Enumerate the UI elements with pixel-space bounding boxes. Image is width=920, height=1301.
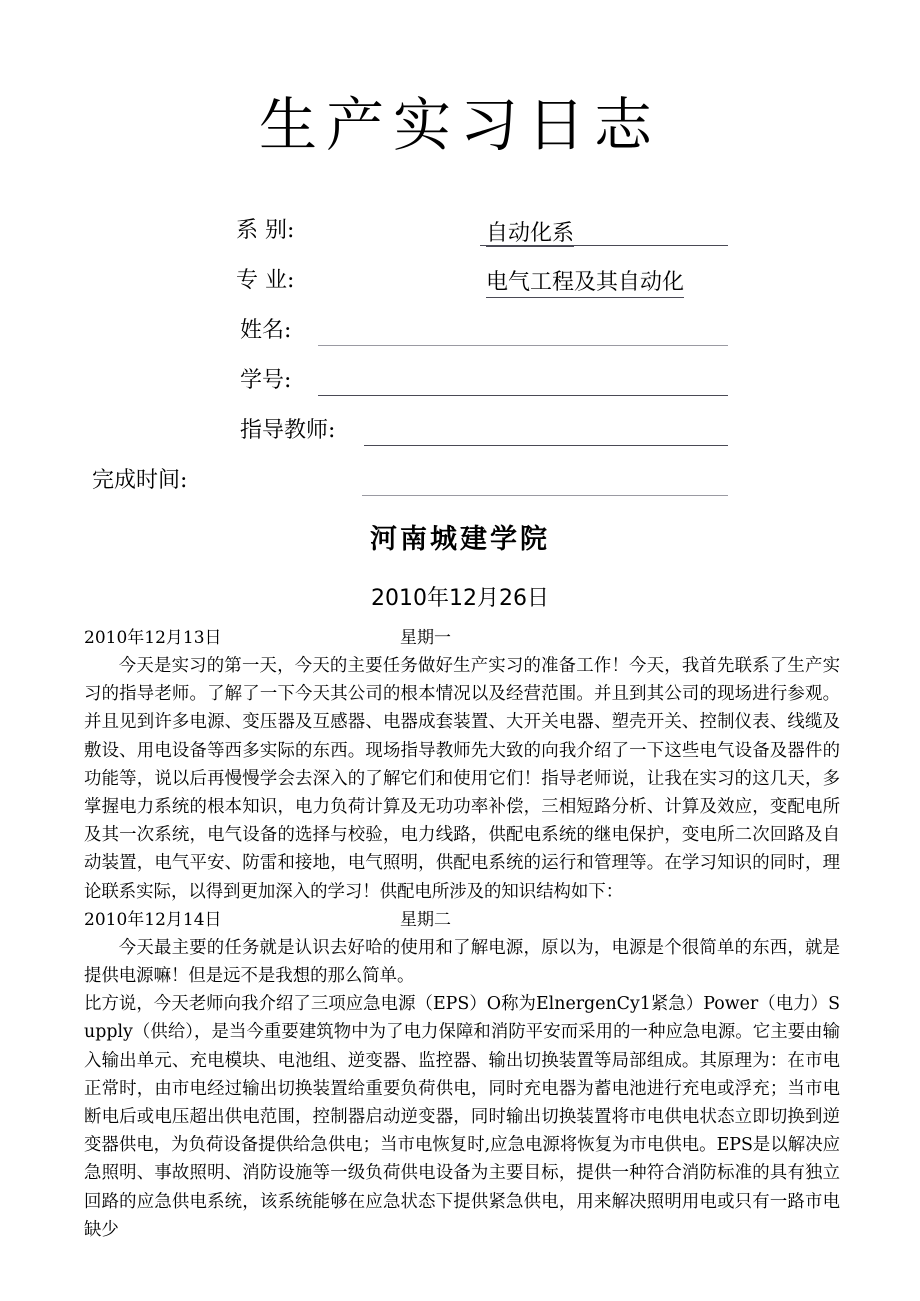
- cover-date: 2010年12月26日: [371, 586, 549, 611]
- department-value: 自动化系: [486, 221, 575, 246]
- entry-header: [84, 624, 840, 652]
- form-row-name: [0, 296, 920, 346]
- entry-weekday: 星期二: [400, 909, 451, 930]
- entry-paragraph: 今天最主要的任务就是认识去好哈的使用和了解电源，原以为，电源是个很简单的东西，就是提供电源嘛！但是远不是我想的那么简单。: [84, 937, 840, 987]
- school-name: 河南城建学院: [370, 524, 550, 555]
- form-row-student-id: [0, 346, 920, 396]
- major-field[interactable]: [480, 270, 728, 296]
- name-label: 姓名:: [240, 318, 292, 343]
- diary-entry: [84, 906, 840, 1244]
- tutor-label: 指导教师:: [240, 418, 336, 443]
- form-row-major: [0, 246, 920, 296]
- page-title: 生产实习日志: [258, 91, 661, 159]
- form-row-tutor: [0, 396, 920, 446]
- major-label: 专 业:: [236, 268, 295, 293]
- diary-entry: [84, 624, 840, 906]
- major-value: 电气工程及其自动化: [486, 271, 684, 298]
- form-row-completion-time: [0, 446, 920, 496]
- entry-paragraph: 比方说，今天老师向我介绍了三项应急电源（EPS）O称为ElnergenCy1紧急）Power（电力）Supply（供给），是当今重要建筑物中为了电力保障和消防平安而采用的一种应急电源。它主要由输入输出单元、充电模块、电池组、逆变器、监控器、输出切换装置等局部组成。其原理为：在市电正常时，由市电经过输出切换装置给重要负荷供电，同时充电器为蓄电池进行充电或浮充；当市电断电后或电压超出供电范围，控制器启动逆变器，同时输出切换装置将市电供电状态立即切换到逆变器供电，为负荷设备提供给急供电；当市电恢复时,应急电源将恢复为市电供电。EPS是以解决应急照明、事故照明、消防设施等一级负荷供电设备为主要目标，提供一种符合消防标准的具有独立回路的应急供电系统，该系统能够在应急状态下提供紧急供电，用来解决照明用电或只有一路市电缺少: [84, 994, 840, 1240]
- diary-entries: [84, 624, 840, 1244]
- completion-time-label: 完成时间:: [92, 468, 188, 493]
- student-id-label: 学号:: [240, 368, 292, 393]
- entry-header: [84, 906, 840, 934]
- completion-time-field[interactable]: [362, 470, 728, 496]
- student-id-field[interactable]: [318, 370, 728, 396]
- entry-date: 2010年12月13日: [84, 628, 222, 648]
- department-label: 系 别:: [236, 218, 295, 243]
- name-field[interactable]: [318, 320, 728, 346]
- entry-weekday: 星期一: [400, 628, 451, 648]
- tutor-field[interactable]: [364, 420, 728, 446]
- form-row-department: [0, 196, 920, 246]
- department-field[interactable]: [480, 220, 728, 246]
- cover-form: [0, 196, 920, 496]
- entry-paragraph: 今天是实习的第一天，今天的主要任务做好生产实习的准备工作！今天，我首先联系了生产实习的指导老师。了解了一下今天其公司的根本情况以及经营范围。并且到其公司的现场进行参观。并且见到许多电源、变压器及互感器、电器成套装置、大开关电器、塑壳开关、控制仪表、线缆及敷设、用电设备等西多实际的东西。现场指导教师先大致的向我介绍了一下这些电气设备及器件的功能等，说以后再慢慢学会去深入的了解它们和使用它们！指导老师说，让我在实习的这几天，多掌握电力系统的根本知识，电力负荷计算及无功功率补偿，三相短路分析、计算及效应，变配电所及其一次系统，电气设备的选择与校验，电力线路，供配电系统的继电保护，变电所二次回路及自动装置，电气平安、防雷和接地，电气照明，供配电系统的运行和管理等。在学习知识的同时，理论联系实际，以得到更加深入的学习！供配电所涉及的知识结构如下：: [84, 656, 840, 902]
- entry-date: 2010年12月14日: [84, 909, 222, 930]
